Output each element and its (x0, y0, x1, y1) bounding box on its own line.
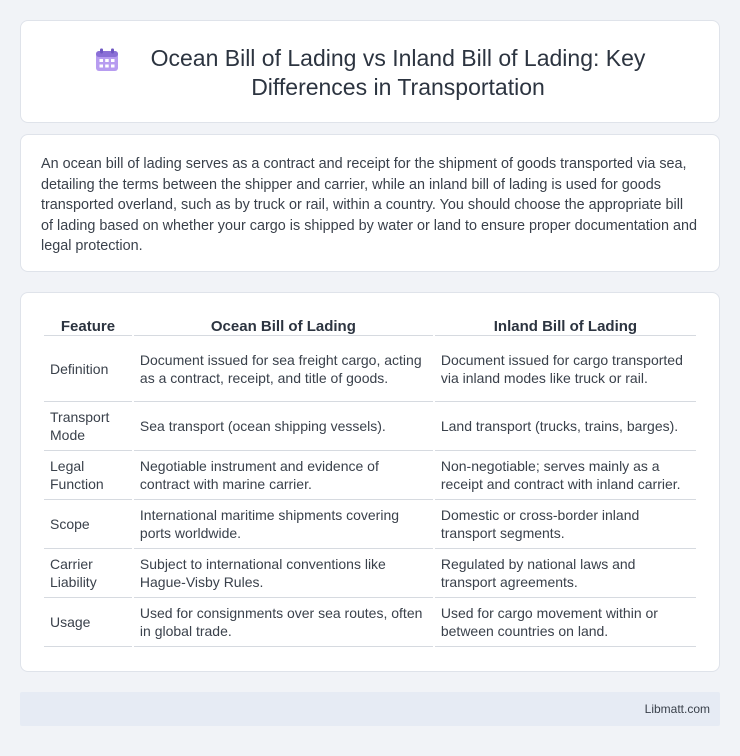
table-row (44, 549, 696, 598)
intro-card (20, 134, 720, 272)
ocean-cell: Negotiable instrument and evidence of contract with marine carrier. (134, 451, 433, 500)
inland-cell: Non-negotiable; serves mainly as a receipt and contract with inland carrier. (435, 451, 696, 500)
feature-cell: Definition (44, 336, 132, 402)
ocean-cell: Subject to international conventions like Hague-Visby Rules. (134, 549, 433, 598)
ocean-cell: International maritime shipments covering ports worldwide. (134, 500, 433, 549)
inland-cell: Document issued for cargo transported via inland modes like truck or rail. (435, 336, 696, 402)
header-ocean: Ocean Bill of Lading (134, 316, 433, 336)
feature-cell: Legal Function (44, 451, 132, 500)
feature-cell: Usage (44, 598, 132, 647)
footer-bar (20, 692, 720, 726)
comparison-table-card (20, 292, 720, 672)
feature-cell: Carrier Liability (44, 549, 132, 598)
page-title: Ocean Bill of Lading vs Inland Bill of Lading: Key Differences in Transportation (150, 45, 646, 100)
comparison-table (42, 316, 698, 647)
ocean-cell: Document issued for sea freight cargo, acting as a contract, receipt, and title of goods. (134, 336, 433, 402)
table-header-row (44, 316, 696, 336)
intro-paragraph: An ocean bill of lading serves as a contract and receipt for the shipment of goods transported via sea, detailing the terms between the shipper and carrier, while an inland bill of lading is used for goods transported overland, such as by truck or rail, within a country. You should choose the appropriate bill of lading based on whether your cargo is shipped by water or land to ensure proper documentation and legal protection. (41, 156, 697, 254)
table-row (44, 500, 696, 549)
table-row (44, 451, 696, 500)
ocean-cell: Used for consignments over sea routes, often in global trade. (134, 598, 433, 647)
inland-cell: Domestic or cross-border inland transport segments. (435, 500, 696, 549)
inland-cell: Used for cargo movement within or between countries on land. (435, 598, 696, 647)
feature-cell: Transport Mode (44, 402, 132, 451)
feature-cell: Scope (44, 500, 132, 549)
footer-site-link[interactable]: Libmatt.com (644, 702, 710, 716)
ocean-cell: Sea transport (ocean shipping vessels). (134, 402, 433, 451)
inland-cell: Land transport (trucks, trains, barges). (435, 402, 696, 451)
table-row (44, 402, 696, 451)
title-card (20, 20, 720, 123)
header-feature: Feature (44, 316, 132, 336)
table-row (44, 598, 696, 647)
table-row (44, 336, 696, 402)
header-inland: Inland Bill of Lading (435, 316, 696, 336)
inland-cell: Regulated by national laws and transport agreements. (435, 549, 696, 598)
